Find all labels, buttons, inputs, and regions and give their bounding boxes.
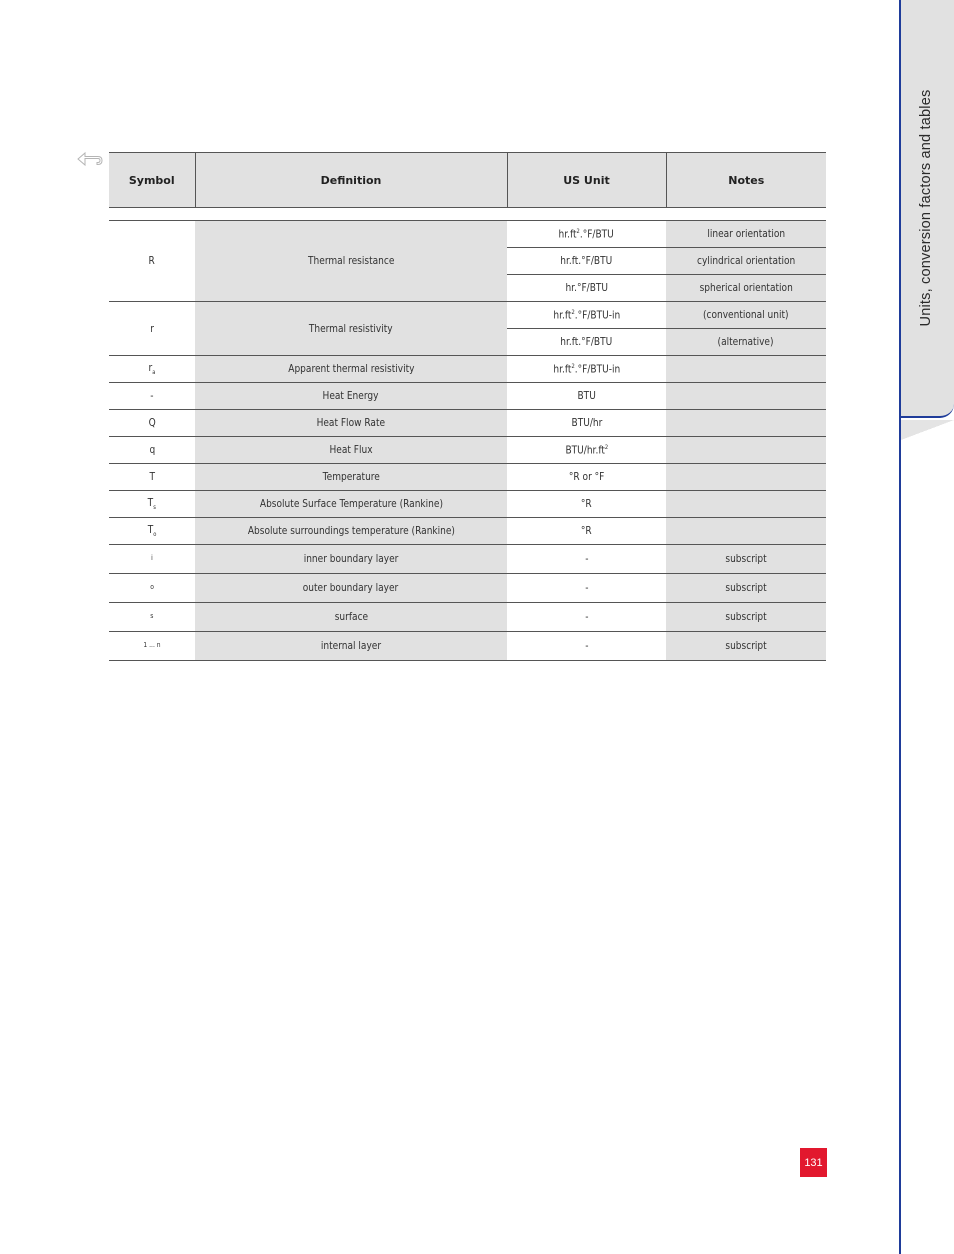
unit-text: - <box>584 640 589 652</box>
header-us-unit: US Unit <box>507 153 666 208</box>
cell-symbol <box>109 302 195 356</box>
notes-text: linear orientation <box>707 228 785 240</box>
cell-definition <box>195 221 507 302</box>
cell-us-unit <box>507 603 666 632</box>
cell-definition <box>195 437 507 464</box>
cell-notes <box>666 518 826 545</box>
definition-text: Thermal resistivity <box>309 322 393 335</box>
symbol-text: T <box>147 496 154 509</box>
cell-us-unit <box>507 356 666 383</box>
cell-notes <box>666 464 826 491</box>
symbol-sub: s <box>153 504 157 512</box>
cell-symbol <box>109 410 195 437</box>
unit-text: hr.ft.°F/BTU <box>560 336 613 348</box>
cell-us-unit <box>507 275 666 302</box>
unit-text: hr.ft <box>558 228 577 241</box>
cell-us-unit <box>507 248 666 275</box>
cell-symbol <box>109 632 195 661</box>
cell-us-unit <box>507 632 666 661</box>
symbol-text: Q <box>148 417 156 429</box>
symbol-sub: a <box>152 369 156 377</box>
table-row <box>109 221 826 248</box>
symbol-sub: o <box>153 531 157 539</box>
table-row <box>109 356 826 383</box>
cell-notes <box>666 383 826 410</box>
cell-us-unit <box>507 545 666 574</box>
definition-text: Absolute surroundings temperature (Rankine) <box>247 525 455 537</box>
unit-text: - <box>584 553 589 565</box>
cell-definition <box>195 356 507 383</box>
header-notes: Notes <box>666 153 826 208</box>
cell-symbol <box>109 603 195 632</box>
cell-definition <box>195 302 507 356</box>
cell-notes <box>666 603 826 632</box>
table-row <box>109 518 826 545</box>
cell-notes <box>666 410 826 437</box>
symbol-text: - <box>150 390 154 402</box>
cell-notes <box>666 275 826 302</box>
side-border-line <box>899 418 901 1254</box>
cell-definition <box>195 491 507 518</box>
unit-text-rest: .°F/BTU <box>580 228 615 241</box>
table-row <box>109 464 826 491</box>
table-row <box>109 603 826 632</box>
unit-superscript: 2 <box>604 443 608 451</box>
cell-symbol <box>109 518 195 545</box>
back-arrow-icon[interactable] <box>76 150 104 170</box>
symbol-text: q <box>149 444 155 456</box>
notes-text: subscript <box>725 553 767 565</box>
symbol-subscript-text: i <box>151 554 153 562</box>
cell-us-unit <box>507 491 666 518</box>
definition-text: Absolute Surface Temperature (Rankine) <box>259 498 443 510</box>
definition-text: Heat Flux <box>329 444 373 456</box>
definition-text: Thermal resistance <box>307 255 395 267</box>
cell-symbol <box>109 383 195 410</box>
unit-superscript: 2 <box>571 362 575 370</box>
symbol-text: r <box>148 361 153 374</box>
table-row <box>109 437 826 464</box>
definition-text: surface <box>334 611 368 623</box>
cell-definition <box>195 603 507 632</box>
cell-us-unit <box>507 329 666 356</box>
unit-superscript: 2 <box>576 227 581 235</box>
unit-text: BTU/hr <box>571 417 602 429</box>
symbol-subscript-text: 1 ... n <box>143 641 161 649</box>
definition-text: Apparent thermal resistivity <box>287 363 415 375</box>
unit-text: hr.ft.°F/BTU <box>560 255 613 267</box>
unit-text: BTU <box>577 390 596 402</box>
unit-text: - <box>584 611 589 623</box>
table-header-row <box>109 153 826 208</box>
symbol-text: r <box>150 322 154 335</box>
cell-symbol <box>109 574 195 603</box>
cell-definition <box>195 574 507 603</box>
cell-notes <box>666 329 826 356</box>
definition-text: outer boundary layer <box>303 582 399 594</box>
notes-text: (conventional unit) <box>703 309 789 321</box>
unit-text-rest: .°F/BTU-in <box>574 309 620 322</box>
cell-notes <box>666 545 826 574</box>
unit-text: hr.°F/BTU <box>565 282 608 294</box>
cell-us-unit <box>507 437 666 464</box>
table-row <box>109 545 826 574</box>
definition-text: internal layer <box>320 640 382 652</box>
notes-text: subscript <box>725 611 767 623</box>
definition-text: Temperature <box>322 471 380 483</box>
unit-text-rest: .°F/BTU-in <box>574 363 620 376</box>
cell-notes <box>666 491 826 518</box>
definition-text: inner boundary layer <box>303 553 399 565</box>
unit-text: hr.ft <box>553 363 572 376</box>
symbol-subscript-text: s <box>150 612 154 620</box>
unit-text: hr.ft <box>553 309 572 322</box>
cell-notes <box>666 248 826 275</box>
symbol-text: T <box>149 471 155 483</box>
cell-us-unit <box>507 383 666 410</box>
cell-notes <box>666 437 826 464</box>
cell-notes <box>666 302 826 329</box>
cell-definition <box>195 383 507 410</box>
cell-definition <box>195 518 507 545</box>
symbol-text: T <box>147 523 154 536</box>
cell-symbol <box>109 464 195 491</box>
table-row <box>109 302 826 329</box>
cell-us-unit <box>507 410 666 437</box>
cell-symbol <box>109 356 195 383</box>
symbol-text: R <box>148 255 156 267</box>
header-definition: Definition <box>195 153 507 208</box>
cell-symbol <box>109 437 195 464</box>
definition-text: Heat Flow Rate <box>316 417 386 429</box>
table-row <box>109 632 826 661</box>
table-spacer-row <box>109 208 826 221</box>
unit-superscript: 2 <box>571 308 575 316</box>
cell-symbol <box>109 491 195 518</box>
cell-us-unit <box>507 574 666 603</box>
table-row <box>109 491 826 518</box>
section-tab-title: Units, conversion factors and tables <box>918 89 934 327</box>
unit-text: °R <box>581 498 592 510</box>
cell-notes <box>666 632 826 661</box>
table-row <box>109 574 826 603</box>
units-table <box>109 152 826 661</box>
cell-us-unit <box>507 221 666 248</box>
cell-us-unit <box>507 302 666 329</box>
unit-text: - <box>584 582 589 594</box>
unit-text: °R <box>581 525 592 537</box>
notes-text: subscript <box>725 582 767 594</box>
cell-definition <box>195 545 507 574</box>
notes-text: subscript <box>725 640 767 652</box>
cell-notes <box>666 221 826 248</box>
cell-notes <box>666 356 826 383</box>
cell-symbol <box>109 221 195 302</box>
definition-text: Heat Energy <box>323 390 379 402</box>
cell-us-unit <box>507 518 666 545</box>
header-symbol: Symbol <box>109 153 195 208</box>
notes-text: spherical orientation <box>699 282 793 294</box>
table-row <box>109 383 826 410</box>
notes-text: cylindrical orientation <box>696 255 796 267</box>
unit-text: °R or °F <box>568 471 605 483</box>
symbol-subscript-text: o <box>150 583 154 591</box>
cell-definition <box>195 632 507 661</box>
table-row <box>109 410 826 437</box>
cell-definition <box>195 464 507 491</box>
cell-us-unit <box>507 464 666 491</box>
tab-shadow <box>901 420 954 440</box>
page-number: 131 <box>800 1148 827 1177</box>
notes-text: (alternative) <box>718 336 774 348</box>
cell-notes <box>666 574 826 603</box>
cell-definition <box>195 410 507 437</box>
unit-text: BTU/hr.ft <box>565 444 605 457</box>
cell-symbol <box>109 545 195 574</box>
